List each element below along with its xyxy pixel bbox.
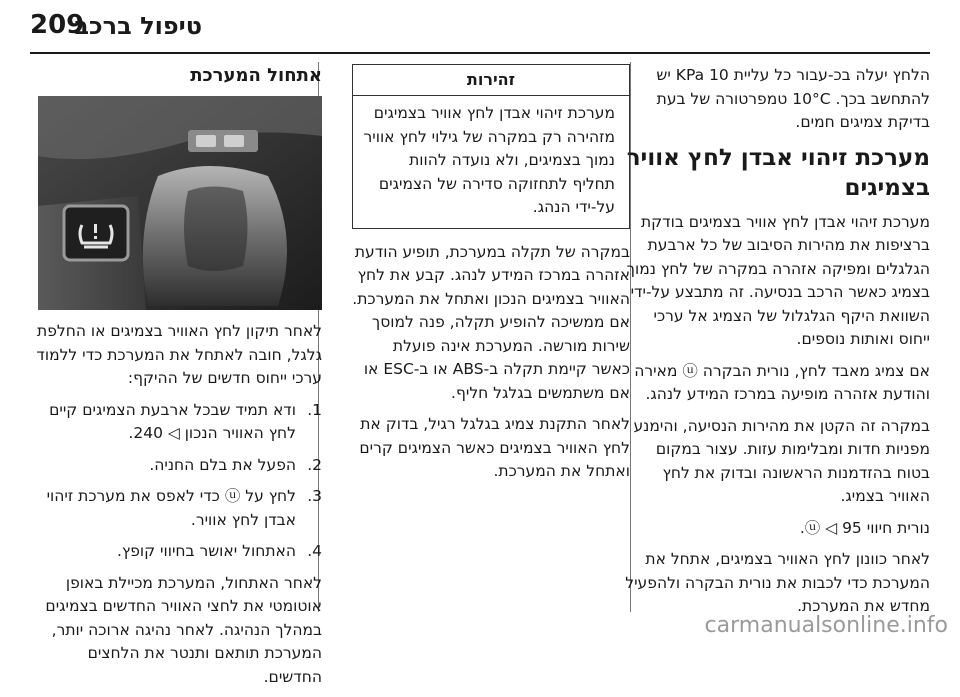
step-text: האתחול יאושר בחיווי קופץ.: [116, 542, 296, 560]
column-right: [620, 64, 930, 627]
tire-pressure-temperature-note: הלחץ יעלה בכ-עבור כל עליית 10 KPa יש להתחשב בכך. 10°C טמפרטורה של בעת בדיקת צמיגים חמים.: [656, 66, 930, 131]
step-number: 3.: [307, 487, 322, 505]
step-text: הפעל את בלם החניה.: [149, 455, 296, 474]
caution-text: מערכת זיהוי אבדן לחץ אוויר בצמיגים מזהירה רק במקרה של גילוי לחץ אוויר נמוך בצמיגים, ולא נועדה להוות תחליף לתחזוקה סדירה של הצמיגים על-ידי הנהג.: [363, 104, 615, 216]
reset-step: [30, 454, 322, 478]
tpms-paragraph: מערכת זיהוי אבדן לחץ אוויר בצמיגים בודקת ברציפות את מהירות הסיבוב של כל ארבעת הגלגלים ומפיקה אזהרה במקרה של לחץ נמוך בצמיג כאשר הרכב בנסיעה. זה מתבצע על-ידי השוואת היקף הגלגלול של הצמיג אל ערכי ייחוס ואותות נוספים.: [626, 212, 930, 348]
tpms-paragraph: אם צמיג מאבד לחץ, נורית הבקרה ⓤ מאירה והודעת אזהרה מופיעה במרכז המידע לנהג.: [634, 361, 930, 403]
page-header: [30, 10, 930, 50]
step-text: ודא תמיד שבכל ארבעת הצמיגים קיים לחץ האוויר הנכון ◁ 240.: [49, 400, 296, 442]
page-number: 209: [30, 10, 85, 40]
reset-step: [30, 540, 322, 564]
console-button-photo: [38, 96, 322, 310]
control-light-reference: נורית חיווי ⓤ ◁ 95.: [799, 518, 930, 537]
step-number: 1.: [307, 400, 322, 419]
console-illustration: [38, 96, 322, 310]
step-number: 4.: [307, 542, 322, 560]
caution-box: [352, 64, 630, 229]
watermark: carmanualsonline.info: [704, 613, 948, 638]
section-title-reset: אתחול המערכת: [190, 65, 322, 86]
malfunction-paragraph: במקרה של תקלה במערכת, תופיע הודעת אזהרה במרכז המידע לנהג. קבע את לחץ האוויר בצמיגים הנכון ואתחל את המערכת. אם ממשיכה להופיע תקלה, פנה למוסך שירות מורשה. המערכת אינה פועלת כאשר קיימת תקלה ב-ABS או ב-ESC או אם משתמשים בגלגל חליף.: [352, 242, 630, 402]
step-text: לחץ על ⓤ כדי לאפס את מערכת זיהוי אבדן לחץ אוויר.: [46, 487, 296, 529]
tire-change-paragraph: לאחר התקנת צמיג בגלגל רגיל, בדוק את לחץ האוויר בצמיגים כאשר הצמיגים קרים ואתחל את המערכת.: [359, 415, 630, 480]
section-title-tpms: מערכת זיהוי אבדן לחץ אוויר בצמיגים: [626, 144, 930, 201]
reset-outro: לאחר האתחול, המערכת מכיילת באופן אוטומטי את לחצי האוויר החדשים בצמיגים במהלך הנהיגה. לאחר נהיגה ארוכה יותר, המערכת תותאם ותנטר את הלחצים החדשים.: [45, 573, 322, 686]
column-middle: [352, 64, 630, 492]
reset-step: [30, 485, 322, 532]
header-rule: [30, 52, 930, 54]
tpms-paragraph: במקרה זה הקטן את מהירות הנסיעה, והימנע מפניות חדות ומבלימות עזות. עצור במקום בטוח בהזדמנות הראשונה ובדוק את לחץ האוויר בצמיג.: [633, 416, 930, 505]
reset-step: [30, 399, 322, 446]
column-left: [30, 64, 322, 697]
tpms-paragraph: לאחר כוונון לחץ האוויר בצמיגים, אתחל את המערכת כדי לכבות את נורית הבקרה ולהפעיל מחדש את המערכת.: [625, 550, 930, 615]
reset-intro: לאחר תיקון לחץ האוויר בצמיגים או החלפת גלגל, חובה לאתחל את המערכת כדי ללמוד ערכי ייחוס חדשים של ההיקף:: [36, 322, 322, 387]
running-title: טיפול ברכב: [74, 12, 202, 40]
step-number: 2.: [307, 455, 322, 474]
caution-title: זהירות: [353, 65, 629, 96]
